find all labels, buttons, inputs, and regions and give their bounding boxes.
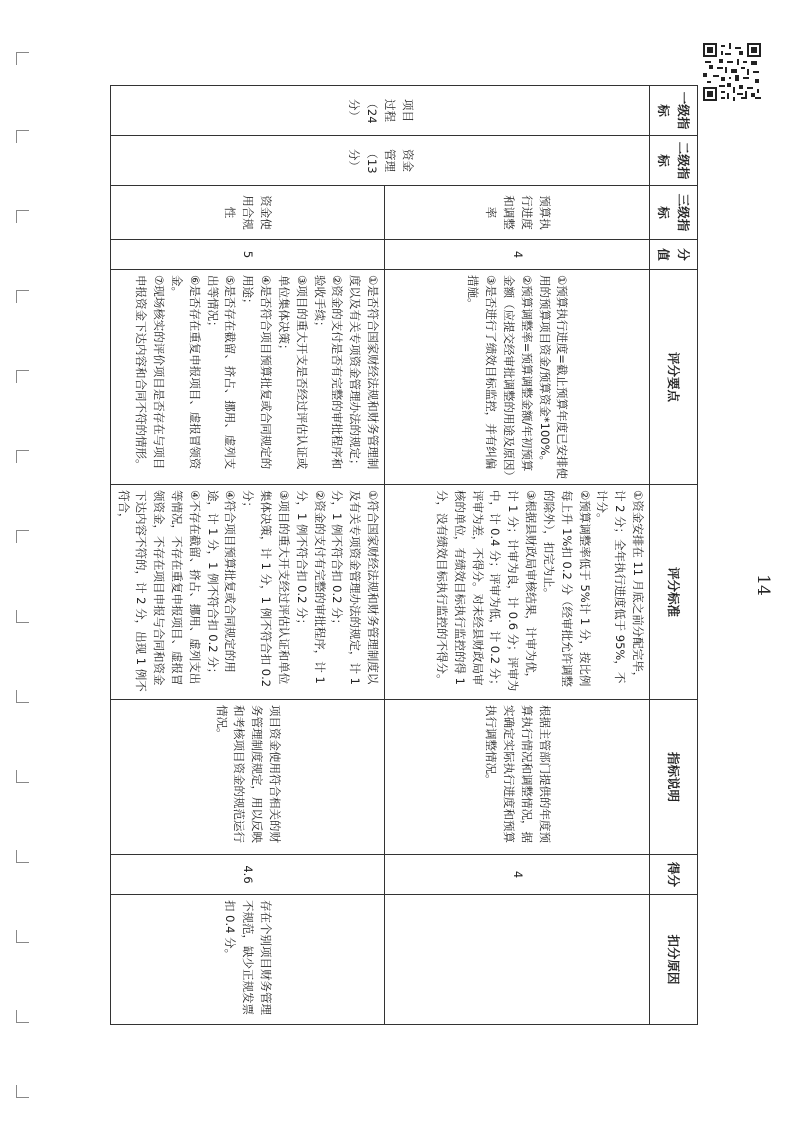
score-value-cell: 4 xyxy=(385,240,650,270)
explanation-cell: 项目资金使用符合相关的财务管理制度规定，用以反映和考核项目资金的规范运行情况。 xyxy=(110,700,384,855)
binding-mark xyxy=(16,52,29,65)
level2-line: 资金 xyxy=(400,149,415,172)
level2-cell xyxy=(110,136,649,186)
evaluation-table-sheet xyxy=(116,85,698,1024)
binding-mark xyxy=(16,690,29,703)
evaluation-table xyxy=(110,85,698,1025)
header-explanation: 指标说明 xyxy=(650,700,698,855)
level1-line: 过程 xyxy=(382,99,397,122)
table-row xyxy=(110,86,384,1025)
level3-cell: 资金使用合规性 xyxy=(110,186,384,240)
point-item: ⑦现场核实的评价项目是否存在与项目申报资金下达内容和合同不符的情形。 xyxy=(134,275,167,471)
criteria-item: ②资金的支付有完整的审批程序，计 1 分，1 例不符合扣 0.2 分； xyxy=(294,490,327,684)
binding-mark xyxy=(16,1010,29,1023)
binding-mark xyxy=(16,130,29,143)
point-item: ①预算执行进度=截止预算年度已安排使用的预算项目资金/预算资金*100%。 xyxy=(537,275,570,479)
header-score-value: 分值 xyxy=(650,240,698,270)
header-points: 评分要点 xyxy=(650,270,698,485)
evaluation-table-wrapper xyxy=(116,85,698,1024)
criteria-item: ①符合国家财经法规和财务管理制度以及有关专项资金管理办法的规定，计 1 分，1 例不符合扣 0.2 分； xyxy=(330,490,380,685)
explanation-cell: 根据主管部门提供的年度预算执行情况和调整情况，据实确定实际执行进度和预算执行调整情况。 xyxy=(385,700,650,855)
header-level2: 二级指标 xyxy=(650,136,698,186)
point-item: ②预算调整率=预算调整金额/年初预算金额（应提交经审批调整的用途及原因） xyxy=(502,275,534,482)
point-item: ③项目的重大开支是否经过评估认证或单位集体决策； xyxy=(276,275,309,470)
point-item: ⑤是否存在截留、挤占、挪用、虚列支出等情况； xyxy=(205,275,238,470)
reason-cell xyxy=(385,895,650,1025)
header-level3: 三级指标 xyxy=(650,186,698,240)
binding-mark xyxy=(16,610,29,623)
score-value-cell: 5 xyxy=(110,240,384,270)
criteria-cell xyxy=(110,485,384,700)
point-item: ⑥是否存在重复申报项目、虚报冒领资金。 xyxy=(170,275,202,470)
table-header-row xyxy=(650,86,698,1025)
points-cell xyxy=(385,270,650,485)
level1-line: 项目 xyxy=(400,99,415,122)
point-item: ②资金的支付是否有完整的审批程序和验收手续； xyxy=(312,275,345,470)
binding-mark xyxy=(16,290,29,303)
binding-mark xyxy=(16,930,29,943)
binding-mark xyxy=(16,530,29,543)
level2-line: （13 分） xyxy=(347,147,379,174)
reason-cell: 存在个别项目财务管理不规范，缺少正规发票扣 0.4 分。 xyxy=(110,895,384,1025)
points-cell xyxy=(110,270,384,485)
header-reason: 扣分原因 xyxy=(650,895,698,1025)
score-cell: 4.6 xyxy=(110,855,384,895)
binding-mark xyxy=(16,850,29,863)
criteria-cell xyxy=(385,485,650,700)
header-level1: 一级指标 xyxy=(650,86,698,136)
point-item: ①是否符合国家财经法规和财务管理制度以及有关专项资金管理办法的规定； xyxy=(348,275,380,471)
qr-code-icon xyxy=(703,43,761,101)
table-row xyxy=(385,86,650,1025)
binding-mark xyxy=(16,210,29,223)
point-item: ④是否符合项目预算批复或合同规定的用途； xyxy=(241,275,274,470)
level2-line: 管理 xyxy=(382,149,397,172)
score-cell: 4 xyxy=(385,855,650,895)
level3-cell: 预算执行进度和调整率 xyxy=(385,186,650,240)
binding-mark xyxy=(16,450,29,463)
criteria-item: ③项目的重大开支经过评估认证和单位集体决策，计 1 分，1 例不符合扣 0.2 分； xyxy=(241,490,291,688)
criteria-item: ②预算调整率低于 5%计 1 分，按比例每上升 1%扣 0.2 分（经审批允许调整的除外），扣完为止。 xyxy=(541,490,592,687)
header-criteria: 评分标准 xyxy=(650,485,698,700)
page-number: 14 xyxy=(752,574,773,596)
binding-mark xyxy=(16,370,29,383)
criteria-item: ④不存在截留、挤占、挪用、虚列支出等情况，不存在重复申报项目、虚报冒领资金，不存在项目申报与合同和资金下达内容不符的，计 2 分，出现 1 例不符合， xyxy=(116,490,202,692)
point-item: ③是否进行了绩效目标监控，并有纠偏措施。 xyxy=(466,275,499,470)
criteria-item: ③根据县财政局审核结果，计审为优，计 1 分；计审为良，计 0.6 分；评审为中，计 0.4 分；评审为低，计 0.2 分；评审为差，不得分。对未经县财政局审核的单位，有绩效目标执行监控的得 1 分，没有绩效目标执行监控的不得分。 xyxy=(435,490,539,692)
binding-mark xyxy=(16,1085,29,1098)
level1-line: （24 分） xyxy=(347,97,379,124)
header-score: 得分 xyxy=(650,855,698,895)
criteria-item: ①资金安排在 11 月底之前分配完毕，计 2 分；全年执行进度低于 95%，不计分。 xyxy=(595,490,645,684)
binding-mark xyxy=(16,770,29,783)
criteria-item: ④符合项目预算批复或合同规定的用途，计 1 分，1 例不符合扣 0.2 分； xyxy=(205,490,238,680)
level1-cell xyxy=(110,86,649,136)
